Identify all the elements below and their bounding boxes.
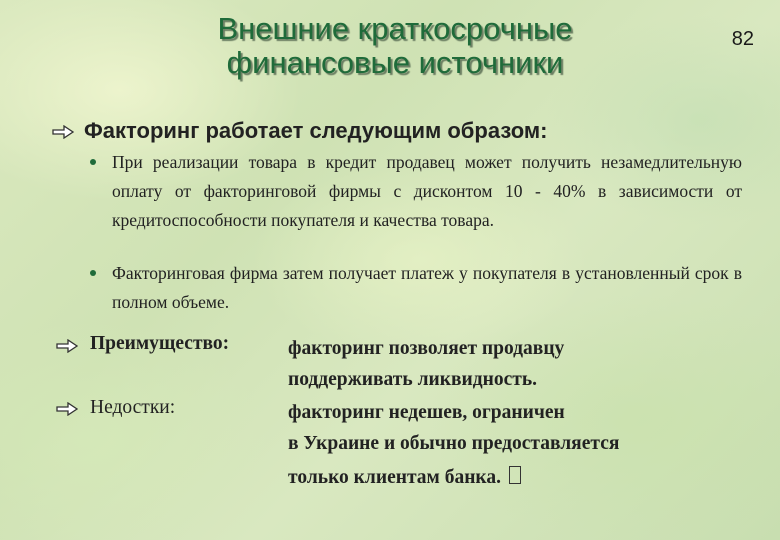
end-box-icon xyxy=(509,466,521,484)
advantage-text xyxy=(288,333,564,395)
drawback-text xyxy=(288,397,619,493)
page-number: 82 xyxy=(731,28,754,50)
title-line-1: Внешние краткосрочные xyxy=(217,11,573,46)
arrow-right-icon xyxy=(56,402,78,416)
drawback-label: Недостки: xyxy=(90,397,176,418)
title-line-2: финансовые источники xyxy=(226,45,564,80)
sub-bullet-1-text: При реализации товара в кредит продавец может получить незамедлительную оплату от факторинговой фирмы с дисконтом 10 - 40% в зависимости от кредитоспособности покупателя и качества товара. xyxy=(112,152,742,230)
main-point-text: Факторинг работает следующим образом: xyxy=(84,118,548,143)
arrow-right-icon xyxy=(52,125,74,139)
main-point xyxy=(52,118,547,144)
advantage-line-2: поддерживать ликвидность. xyxy=(288,369,538,390)
advantage-line-1: факторинг позволяет продавцу xyxy=(288,338,565,359)
drawback-line-3: только клиентам банка. xyxy=(288,467,501,488)
sub-bullet-2-text: Факторинговая фирма затем получает платеж у покупателя в установленный срок в полном объеме. xyxy=(112,263,742,312)
bullet-dot-icon xyxy=(90,270,96,276)
advantage-label: Преимущество: xyxy=(90,333,230,354)
drawback-line-1: факторинг недешев, ограничен xyxy=(288,402,565,423)
bullet-dot-icon xyxy=(90,159,96,165)
slide-title xyxy=(100,12,690,80)
sub-bullet-1 xyxy=(90,148,742,235)
sub-bullet-2 xyxy=(90,259,742,317)
drawback-line-2: в Украине и обычно предоставляется xyxy=(288,433,620,454)
arrow-right-icon xyxy=(56,339,78,353)
